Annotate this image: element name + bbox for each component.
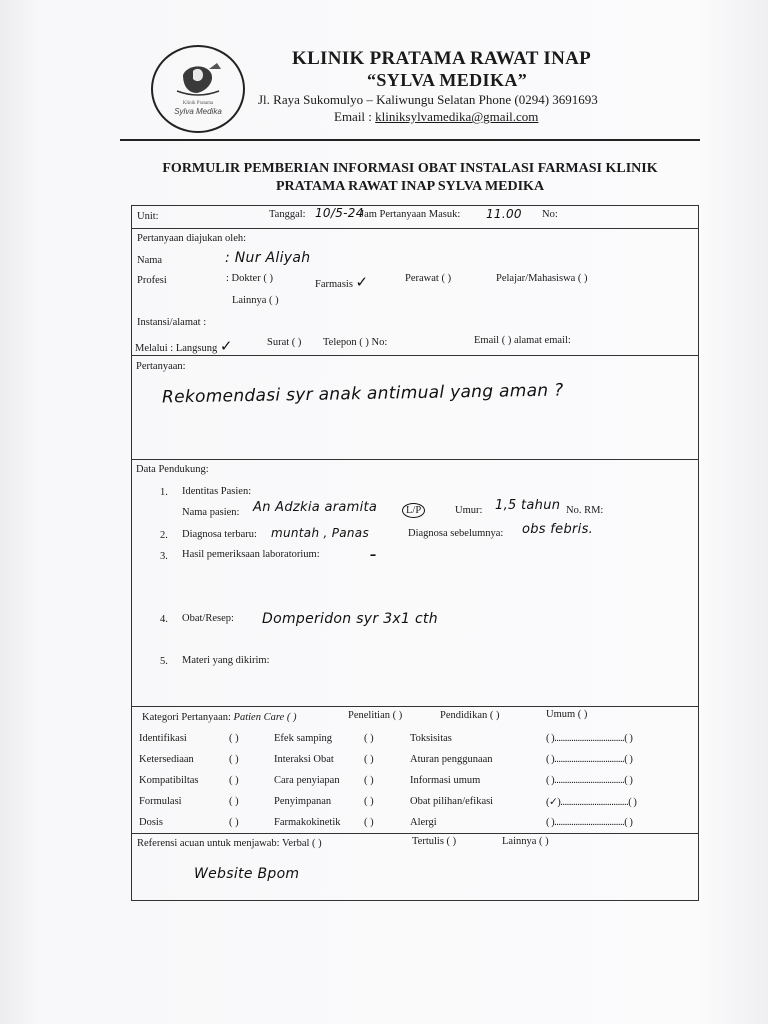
referensi-value[interactable]: Website Bpom [194, 866, 300, 882]
melalui-langsung[interactable] [135, 337, 233, 355]
kategori-item-label: Aturan penggunaan [410, 754, 493, 765]
kategori-item-check[interactable]: ( ).................................( ) [546, 817, 633, 828]
divider [131, 706, 698, 707]
kategori-item-label: Interaksi Obat [274, 754, 334, 765]
email-link[interactable]: kliniksylvamedika@gmail.com [375, 109, 539, 124]
kategori-item-label: Toksisitas [410, 733, 452, 744]
logo-text-name: Sylva Medika [174, 107, 222, 116]
farmasis-label: Farmasis [315, 279, 353, 290]
divider [131, 355, 698, 356]
lab-value[interactable]: – [370, 548, 377, 563]
kategori-item-label: Cara penyiapan [274, 775, 340, 786]
form-title-line-2: PRATAMA RAWAT INAP SYLVA MEDIKA [275, 179, 545, 194]
kategori-item-label: Penyimpanan [274, 796, 332, 807]
pendukung-label: Data Pendukung: [136, 464, 209, 475]
diagnosa-terbaru-label: Diagnosa terbaru: [182, 529, 257, 540]
nama-pasien-value[interactable]: An Adzkia aramita [253, 500, 378, 515]
nama-label: Nama [137, 255, 163, 266]
kategori-item-label: Ketersediaan [139, 754, 194, 765]
penanya-section-label: Pertanyaan diajukan oleh: [137, 233, 247, 244]
farmasis-check-icon: ✓ [355, 273, 369, 291]
divider [131, 833, 698, 834]
kategori-item-check[interactable]: ( ) [229, 817, 239, 828]
jenis-kelamin-value[interactable]: L/P [402, 503, 425, 518]
umur-value[interactable]: 1,5 tahun [495, 498, 561, 513]
no-label: No: [542, 209, 558, 220]
kategori-item-label: Informasi umum [410, 775, 481, 786]
profesi-farmasis[interactable] [315, 273, 368, 291]
obat-resep-value[interactable]: Domperidon syr 3x1 cth [262, 611, 438, 627]
melalui-surat[interactable]: Surat ( ) [267, 337, 302, 348]
obat-resep-label: Obat/Resep: [182, 613, 234, 624]
divider [131, 228, 698, 229]
kategori-item-check[interactable]: ( ).................................( ) [546, 775, 633, 786]
tanggal-label: Tanggal: [269, 209, 306, 220]
pertanyaan-label: Pertanyaan: [136, 361, 186, 372]
kategori-item-label: Formulasi [139, 796, 182, 807]
divider [131, 459, 698, 460]
kategori-item-label: Identifikasi [139, 733, 187, 744]
kategori-item-label: Efek samping [274, 733, 333, 744]
tanggal-value[interactable]: 10/5-24 [315, 206, 364, 220]
kategori-item-check[interactable]: ( ).................................( ) [546, 733, 633, 744]
profesi-perawat[interactable]: Perawat ( ) [405, 273, 452, 284]
materi-label: Materi yang dikirim: [182, 655, 270, 666]
jam-label: Jam Pertanyaan Masuk: [360, 209, 461, 220]
kategori-item-check[interactable]: ( ) [229, 796, 239, 807]
kategori-penelitian[interactable]: Penelitian ( ) [348, 710, 403, 721]
instansi-label: Instansi/alamat : [137, 317, 207, 328]
item3-number: 3. [160, 551, 168, 562]
kategori-item-check[interactable]: ( ) [364, 817, 374, 828]
kategori-item-check[interactable]: ( ) [364, 796, 374, 807]
profesi-pelajar[interactable]: Pelajar/Mahasiswa ( ) [496, 273, 588, 284]
kategori-row [142, 712, 296, 723]
item5-number: 5. [160, 656, 168, 667]
clinic-address: Jl. Raya Sukomulyo – Kaliwungu Selatan Phone (0294) 3691693 [258, 92, 598, 107]
kategori-item-label: Kompatibiltas [139, 775, 199, 786]
clinic-logo [151, 45, 245, 133]
form-title-line-1: FORMULIR PEMBERIAN INFORMASI OBAT INSTALASI FARMASI KLINIK [162, 161, 658, 176]
referensi-label: Referensi acuan untuk menjawab: Verbal ( ) [137, 838, 322, 849]
kategori-item-check[interactable]: ( ) [364, 775, 374, 786]
melalui-label: Melalui : Langsung [135, 343, 218, 354]
header-divider [120, 139, 700, 141]
kategori-item-check[interactable]: (✓)................................( ) [546, 797, 637, 808]
referensi-tertulis[interactable]: Tertulis ( ) [412, 836, 457, 847]
melalui-email[interactable]: Email ( ) alamat email: [474, 335, 571, 346]
pertanyaan-value[interactable]: Rekomendasi syr anak antimual yang aman ? [161, 380, 564, 408]
logo-emblem-icon [153, 47, 243, 131]
nama-pasien-label: Nama pasien: [182, 507, 240, 518]
kategori-item-label: Obat pilihan/efikasi [410, 796, 494, 807]
identitas-label: Identitas Pasien: [182, 486, 252, 497]
kategori-item-label: Alergi [410, 817, 437, 828]
umur-label: Umur: [455, 505, 483, 516]
kategori-item-check[interactable]: ( ).................................( ) [546, 754, 633, 765]
profesi-dokter[interactable]: : Dokter ( ) [226, 273, 273, 284]
diagnosa-sebelumnya-label: Diagnosa sebelumnya: [408, 528, 504, 539]
kategori-item-check[interactable]: ( ) [229, 754, 239, 765]
profesi-lainnya[interactable]: Lainnya ( ) [232, 295, 279, 306]
item1-number: 1. [160, 487, 168, 498]
langsung-check-icon: ✓ [219, 337, 233, 355]
kategori-item-check[interactable]: ( ) [229, 775, 239, 786]
clinic-name: KLINIK PRATAMA RAWAT INAP [292, 48, 592, 69]
item4-number: 4. [160, 614, 168, 625]
diagnosa-terbaru-value[interactable]: muntah , Panas [271, 526, 370, 540]
referensi-lainnya[interactable]: Lainnya ( ) [502, 836, 549, 847]
kategori-pendidikan[interactable]: Pendidikan ( ) [440, 710, 500, 721]
kategori-item-label: Dosis [139, 817, 163, 828]
kategori-item-check[interactable]: ( ) [229, 733, 239, 744]
rm-label: No. RM: [566, 505, 604, 516]
melalui-telepon[interactable]: Telepon ( ) No: [323, 337, 388, 348]
clinic-email-row [334, 109, 538, 125]
kategori-umum[interactable]: Umum ( ) [546, 709, 588, 720]
unit-label: Unit: [137, 211, 159, 222]
diagnosa-sebelumnya-value[interactable]: obs febris. [522, 522, 594, 537]
profesi-label: Profesi [137, 275, 167, 286]
kategori-item-check[interactable]: ( ) [364, 754, 374, 765]
logo-text-small: Klinik Pratama [182, 101, 214, 106]
kategori-item-label: Farmakokinetik [274, 817, 341, 828]
nama-value[interactable]: : Nur Aliyah [225, 250, 311, 266]
jam-value[interactable]: 11.00 [486, 207, 522, 221]
clinic-subname: “SYLVA MEDIKA” [367, 70, 528, 90]
lab-label: Hasil pemeriksaan laboratorium: [182, 549, 320, 560]
item2-number: 2. [160, 530, 168, 541]
kategori-label: Kategori Pertanyaan: [142, 712, 231, 723]
kategori-item-check[interactable]: ( ) [364, 733, 374, 744]
kategori-patient-care[interactable]: Patien Care ( ) [233, 712, 297, 723]
email-label: Email : [334, 109, 372, 124]
